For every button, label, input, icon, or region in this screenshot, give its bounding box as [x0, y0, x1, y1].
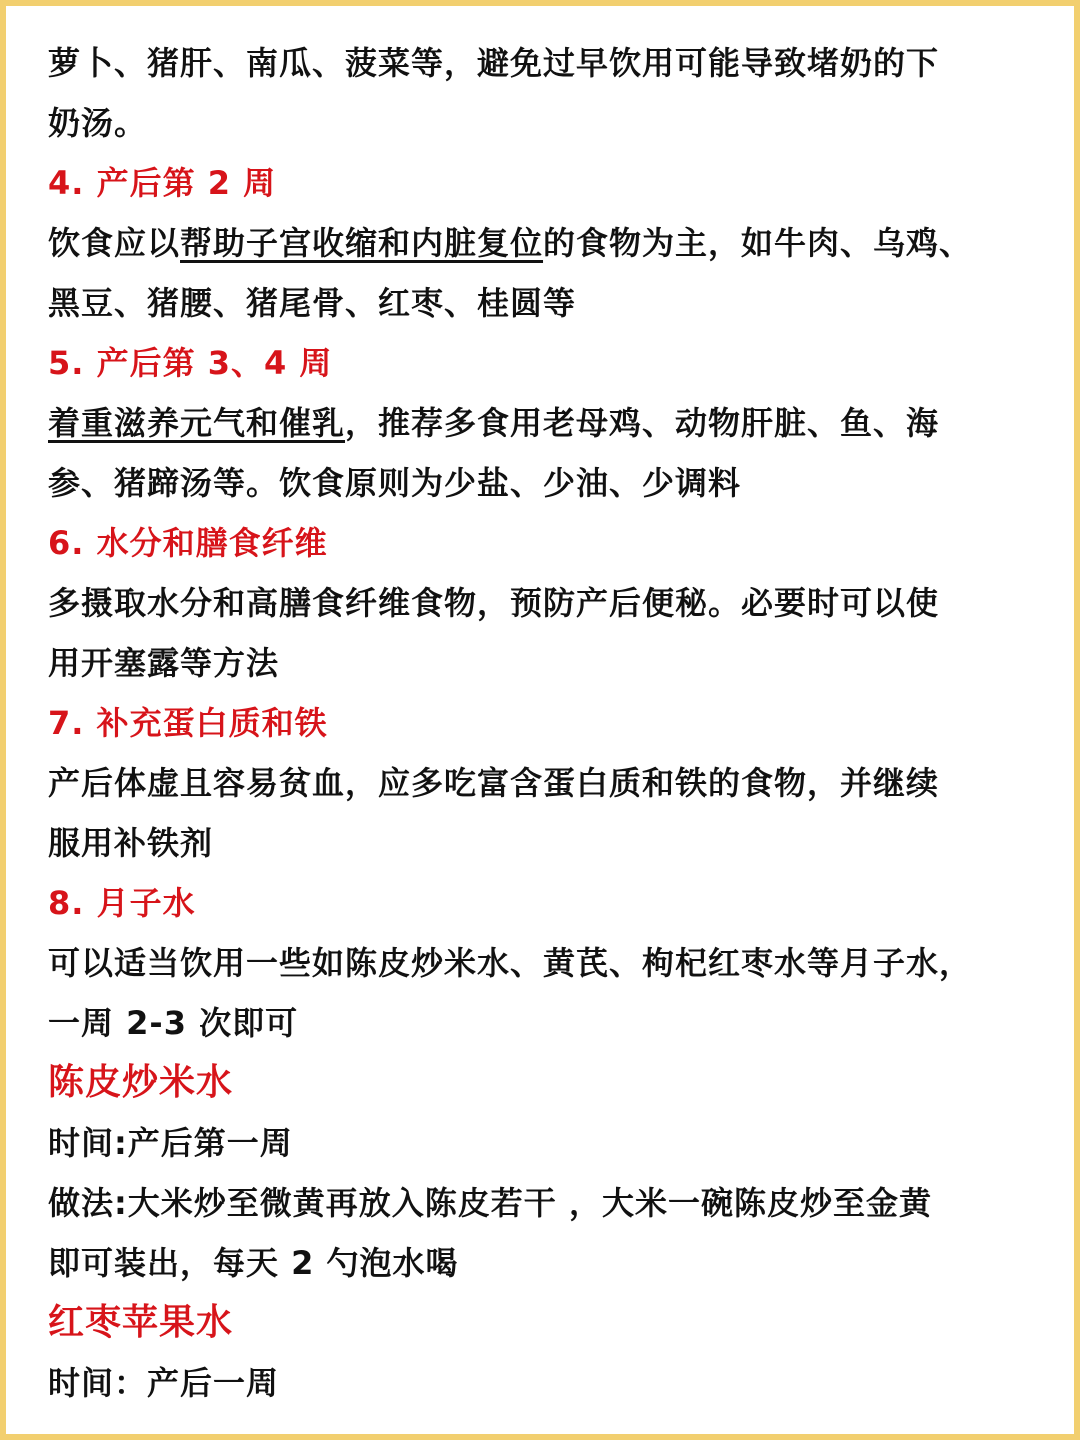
text-fragment: ，推荐多食用老母鸡、动物肝脏、鱼、海 [345, 404, 940, 442]
body-text-line: 奶汤。 [48, 104, 148, 142]
body-text-line: 产后体虚且容易贫血，应多吃富含蛋白质和铁的食物，并继续 [48, 764, 940, 802]
body-text-line: 多摄取水分和高膳食纤维食物，预防产后便秘。必要时可以使 [48, 584, 940, 622]
underlined-emphasis: 着重滋养元气和催乳 [48, 404, 346, 442]
article-page [6, 6, 1074, 1434]
recipe-method: 做法:大米炒至微黄再放入陈皮若干 ，大米一碗陈皮炒至金黄 [48, 1184, 932, 1222]
body-text-line: 一周 2-3 次即可 [48, 1004, 299, 1042]
section-heading-week-3-4: 5. 产后第 3、4 周 [48, 344, 333, 382]
recipe-title-jujube-apple-water: 红枣苹果水 [48, 1302, 234, 1343]
body-text-line: 黑豆、猪腰、猪尾骨、红枣、桂圆等 [48, 284, 577, 322]
text-fragment: 的食物为主，如牛肉、乌鸡、 [543, 224, 973, 262]
body-text-line: 可以适当饮用一些如陈皮炒米水、黄芪、枸杞红枣水等月子水， [48, 944, 973, 982]
body-text-line: 用开塞露等方法 [48, 644, 280, 682]
recipe-method: 即可装出，每天 2 勺泡水喝 [48, 1244, 459, 1282]
body-text-line: 萝卜、猪肝、南瓜、菠菜等，避免过早饮用可能导致堵奶的下 [48, 44, 940, 82]
recipe-time: 时间:产后第一周 [48, 1124, 293, 1162]
body-text-line [48, 393, 1038, 453]
section-heading-week-2: 4. 产后第 2 周 [48, 164, 277, 202]
body-text-line: 参、猪蹄汤等。饮食原则为少盐、少油、少调料 [48, 464, 742, 502]
body-text-line: 服用补铁剂 [48, 824, 214, 862]
underlined-emphasis: 帮助子宫收缩和内脏复位 [180, 224, 544, 262]
article-content [48, 33, 1038, 1413]
text-fragment: 饮食应以 [48, 224, 181, 262]
section-heading-water-fiber: 6. 水分和膳食纤维 [48, 524, 328, 562]
recipe-time: 时间：产后一周 [48, 1364, 280, 1402]
recipe-title-tangerine-peel-rice-water: 陈皮炒米水 [48, 1062, 234, 1103]
body-text-line [48, 213, 1038, 273]
section-heading-confinement-water: 8. 月子水 [48, 884, 196, 922]
section-heading-protein-iron: 7. 补充蛋白质和铁 [48, 704, 328, 742]
